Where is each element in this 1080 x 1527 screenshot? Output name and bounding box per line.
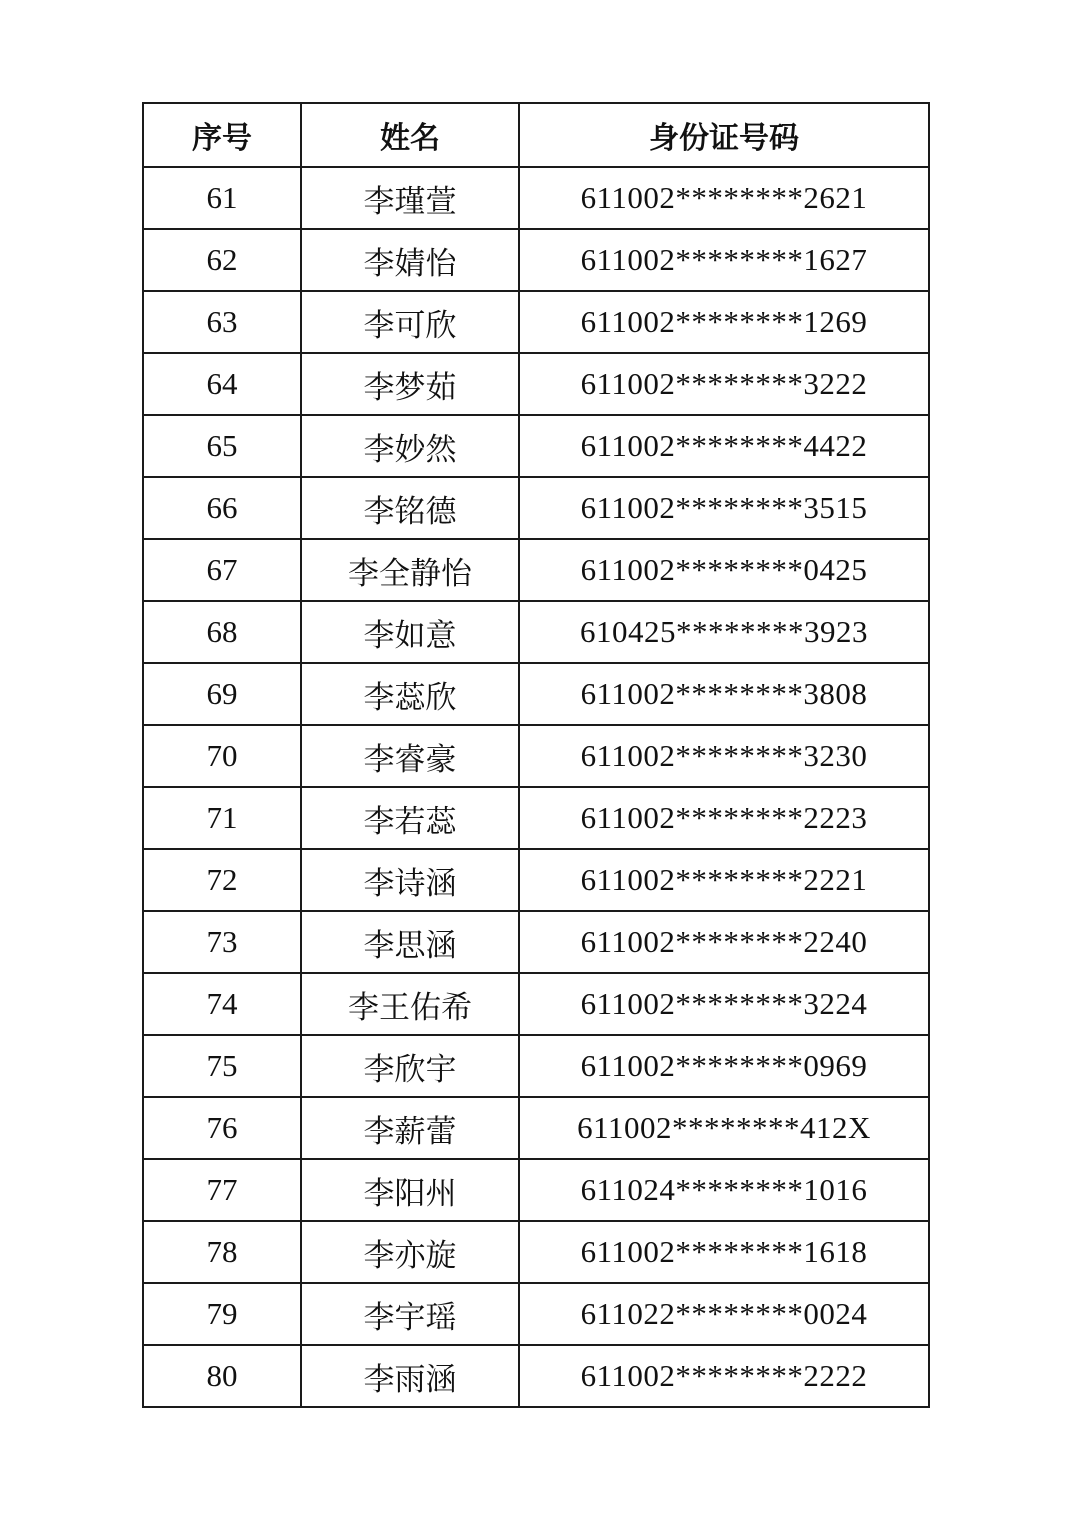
- name-cell: 李亦旋: [301, 1221, 519, 1283]
- name-cell: 李婧怡: [301, 229, 519, 291]
- table-row: [143, 1035, 929, 1097]
- table-row: [143, 787, 929, 849]
- table-row: [143, 539, 929, 601]
- name-cell: 李可欣: [301, 291, 519, 353]
- id-number-cell: 611002********1269: [519, 291, 929, 353]
- name-cell: 李睿豪: [301, 725, 519, 787]
- name-cell: 李阳州: [301, 1159, 519, 1221]
- roster-table: [142, 102, 930, 1408]
- table-row: [143, 725, 929, 787]
- id-number-cell: 611002********2222: [519, 1345, 929, 1407]
- table-row: [143, 1097, 929, 1159]
- table-row: [143, 353, 929, 415]
- name-cell: 李王佑希: [301, 973, 519, 1035]
- seq-cell: 72: [143, 849, 301, 911]
- table-row: [143, 1283, 929, 1345]
- id-number-cell: 611002********0969: [519, 1035, 929, 1097]
- table-row: [143, 601, 929, 663]
- header-id-number: 身份证号码: [519, 103, 929, 167]
- table-row: [143, 973, 929, 1035]
- name-cell: 李如意: [301, 601, 519, 663]
- seq-cell: 78: [143, 1221, 301, 1283]
- name-cell: 李全静怡: [301, 539, 519, 601]
- table-row: [143, 911, 929, 973]
- seq-cell: 66: [143, 477, 301, 539]
- seq-cell: 63: [143, 291, 301, 353]
- id-number-cell: 611002********3808: [519, 663, 929, 725]
- name-cell: 李梦茹: [301, 353, 519, 415]
- table-row: [143, 1221, 929, 1283]
- seq-cell: 79: [143, 1283, 301, 1345]
- id-number-cell: 611002********2223: [519, 787, 929, 849]
- seq-cell: 69: [143, 663, 301, 725]
- seq-cell: 76: [143, 1097, 301, 1159]
- seq-cell: 67: [143, 539, 301, 601]
- seq-cell: 73: [143, 911, 301, 973]
- name-cell: 李瑾萱: [301, 167, 519, 229]
- table-header: [143, 103, 929, 167]
- table-row: [143, 849, 929, 911]
- seq-cell: 68: [143, 601, 301, 663]
- table-row: [143, 415, 929, 477]
- seq-cell: 61: [143, 167, 301, 229]
- seq-cell: 70: [143, 725, 301, 787]
- id-number-cell: 611002********2221: [519, 849, 929, 911]
- name-cell: 李宇瑶: [301, 1283, 519, 1345]
- table-row: [143, 229, 929, 291]
- seq-cell: 64: [143, 353, 301, 415]
- seq-cell: 80: [143, 1345, 301, 1407]
- seq-cell: 74: [143, 973, 301, 1035]
- id-number-cell: 610425********3923: [519, 601, 929, 663]
- table-row: [143, 477, 929, 539]
- id-number-cell: 611002********2240: [519, 911, 929, 973]
- header-row: [143, 103, 929, 167]
- id-number-cell: 611002********412X: [519, 1097, 929, 1159]
- id-number-cell: 611002********1618: [519, 1221, 929, 1283]
- name-cell: 李薪蕾: [301, 1097, 519, 1159]
- id-number-cell: 611024********1016: [519, 1159, 929, 1221]
- name-cell: 李欣宇: [301, 1035, 519, 1097]
- name-cell: 李妙然: [301, 415, 519, 477]
- table-row: [143, 1345, 929, 1407]
- name-cell: 李蕊欣: [301, 663, 519, 725]
- seq-cell: 75: [143, 1035, 301, 1097]
- table-row: [143, 1159, 929, 1221]
- id-number-cell: 611002********3230: [519, 725, 929, 787]
- table-row: [143, 167, 929, 229]
- id-number-cell: 611022********0024: [519, 1283, 929, 1345]
- id-number-cell: 611002********1627: [519, 229, 929, 291]
- table-row: [143, 663, 929, 725]
- table-body: [143, 167, 929, 1407]
- id-number-cell: 611002********3222: [519, 353, 929, 415]
- seq-cell: 77: [143, 1159, 301, 1221]
- name-cell: 李思涵: [301, 911, 519, 973]
- name-cell: 李雨涵: [301, 1345, 519, 1407]
- id-number-cell: 611002********3224: [519, 973, 929, 1035]
- id-number-cell: 611002********2621: [519, 167, 929, 229]
- seq-cell: 62: [143, 229, 301, 291]
- id-number-cell: 611002********0425: [519, 539, 929, 601]
- id-number-cell: 611002********4422: [519, 415, 929, 477]
- header-seq: 序号: [143, 103, 301, 167]
- header-name: 姓名: [301, 103, 519, 167]
- seq-cell: 65: [143, 415, 301, 477]
- name-cell: 李若蕊: [301, 787, 519, 849]
- seq-cell: 71: [143, 787, 301, 849]
- id-number-cell: 611002********3515: [519, 477, 929, 539]
- name-cell: 李诗涵: [301, 849, 519, 911]
- name-cell: 李铭德: [301, 477, 519, 539]
- table-row: [143, 291, 929, 353]
